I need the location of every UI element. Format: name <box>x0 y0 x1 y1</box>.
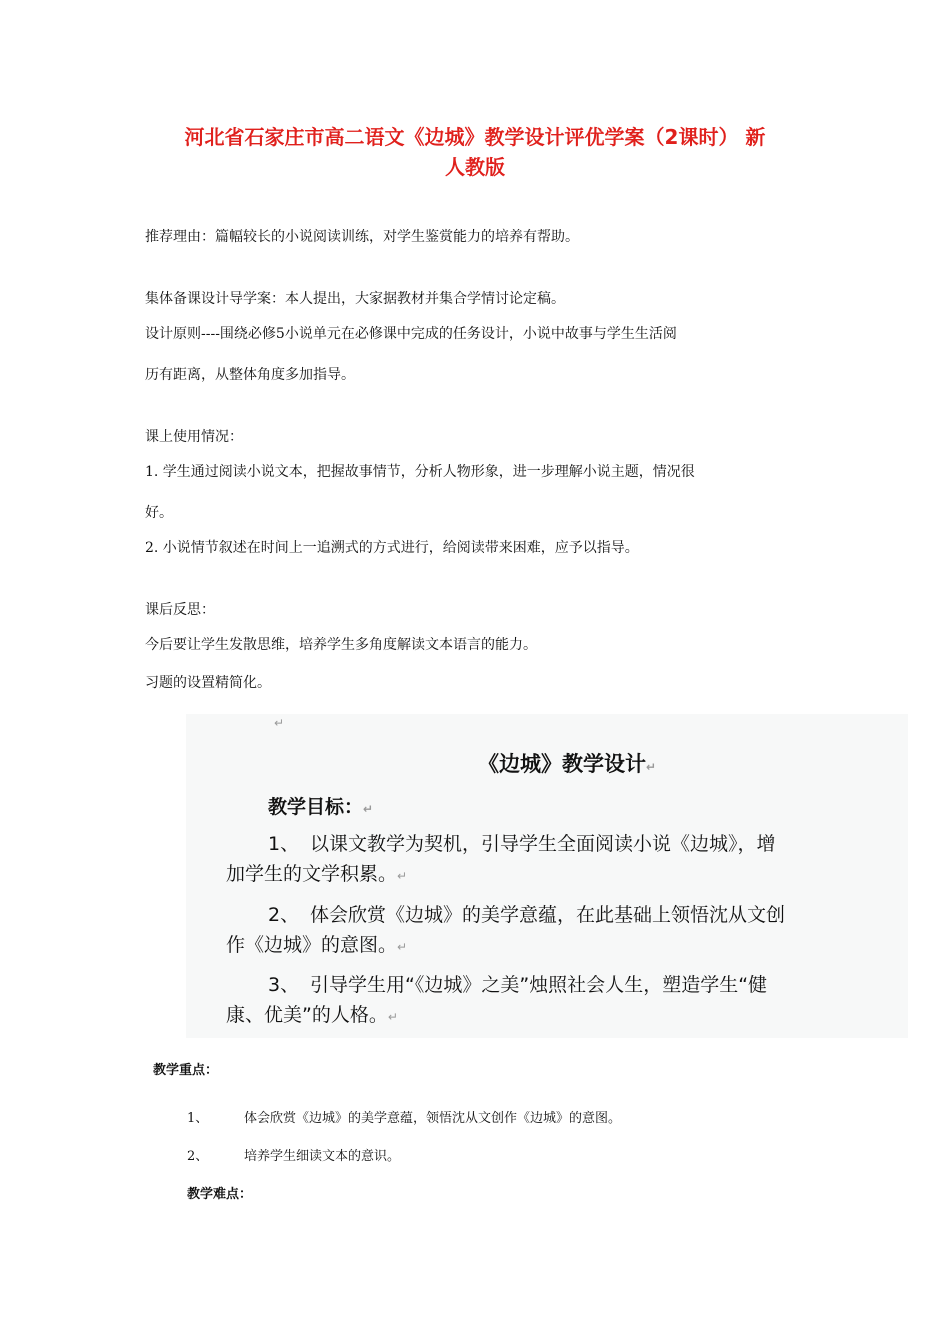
goal-number: 2、 <box>268 904 300 926</box>
goal-text-line-1: 以课文教学为契机，引导学生全面阅读小说《边城》，增 <box>310 833 776 855</box>
document-title <box>130 122 820 182</box>
reflection-line-2: 习题的设置精简化。 <box>145 675 271 691</box>
recommend-reason: 推荐理由：篇幅较长的小说阅读训练，对学生鉴赏能力的培养有帮助。 <box>145 229 579 245</box>
key-point-2: 2、 培养学生细读文本的意识。 <box>187 1149 401 1164</box>
goal-text-line-2: 加学生的文学积累。 <box>226 863 398 885</box>
paragraph-mark-icon: ↵ <box>363 802 374 816</box>
collective-prep: 集体备课设计导学案：本人提出，大家据教材并集合学情讨论定稿。 <box>145 291 565 307</box>
goal-item-3 <box>226 970 876 1032</box>
usage-heading: 课上使用情况： <box>145 429 243 445</box>
embedded-screenshot <box>186 714 908 1038</box>
reflection-heading: 课后反思： <box>145 602 215 618</box>
usage-item-1-line-2: 好。 <box>145 505 173 521</box>
paragraph-mark-icon: ↵ <box>387 1010 398 1024</box>
paragraph-mark-icon: ↵ <box>397 940 408 954</box>
goal-text-line-1: 体会欣赏《边城》的美学意蕴，在此基础上领悟沈从文创 <box>310 904 786 926</box>
goal-item-1 <box>226 829 876 891</box>
design-principle-line-1: 设计原则----围绕必修5小说单元在必修课中完成的任务设计，小说中故事与学生生活阅 <box>145 326 677 342</box>
goals-heading: 教学目标：↵ <box>268 796 374 818</box>
title-line-2: 人教版 <box>445 155 505 179</box>
goal-number: 3、 <box>268 974 300 996</box>
design-principle-line-2: 历有距离，从整体角度多加指导。 <box>145 367 355 383</box>
usage-item-2: 2. 小说情节叙述在时间上一追溯式的方式进行，给阅读带来困难，应予以指导。 <box>145 540 639 556</box>
title-line-1: 河北省石家庄市高二语文《边城》教学设计评优学案（2课时） 新 <box>184 125 766 149</box>
paragraph-mark-icon: ↵ <box>274 716 285 730</box>
key-points-heading: 教学重点： <box>153 1063 219 1078</box>
goal-text-line-1: 引导学生用“《边城》之美”烛照社会人生，塑造学生“健 <box>310 974 768 996</box>
paragraph-mark-icon: ↵ <box>646 760 657 774</box>
usage-item-1-line-1: 1. 学生通过阅读小说文本，把握故事情节，分析人物形象，进一步理解小说主题，情况很 <box>145 464 695 480</box>
goal-item-2 <box>226 900 876 962</box>
embedded-heading: 《边城》教学设计↵ <box>478 752 657 776</box>
paragraph-mark-icon: ↵ <box>397 869 408 883</box>
goal-text-line-2: 作《边城》的意图。 <box>226 934 398 956</box>
reflection-line-1: 今后要让学生发散思维，培养学生多角度解读文本语言的能力。 <box>145 637 537 653</box>
key-point-1: 1、 体会欣赏《边城》的美学意蕴，领悟沈从文创作《边城》的意图。 <box>187 1111 622 1126</box>
goal-text-line-2: 康、优美”的人格。 <box>226 1004 388 1026</box>
goal-number: 1、 <box>268 833 300 855</box>
difficulties-heading: 教学难点： <box>187 1187 253 1202</box>
